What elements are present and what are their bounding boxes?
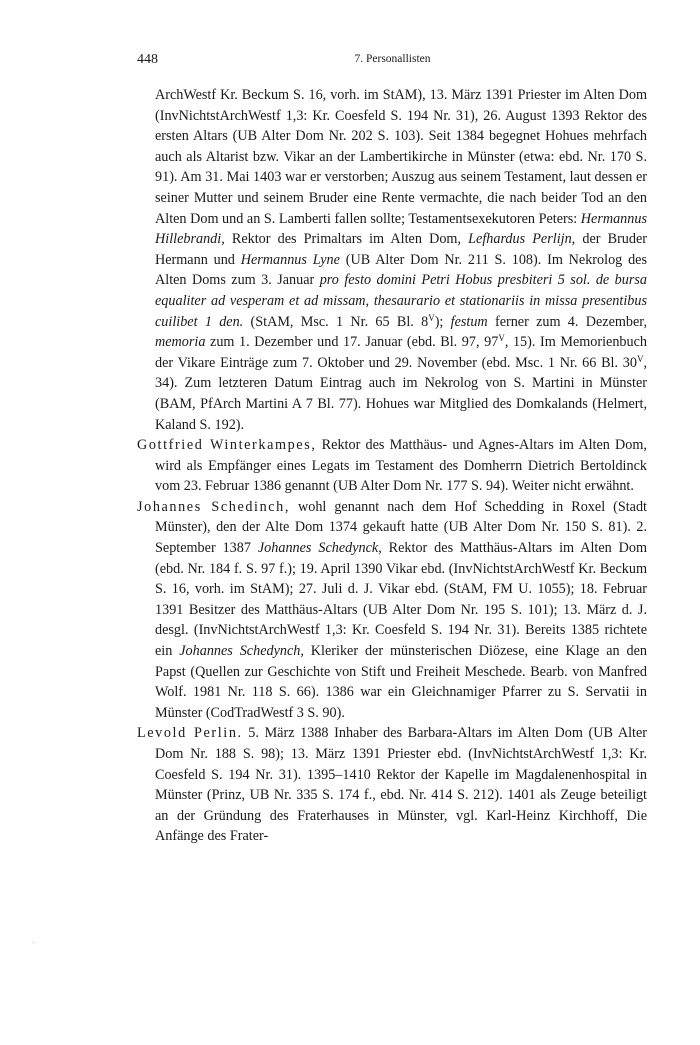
text-run: Rektor des Matthäus- und Agnes-Altars im Alten Dom, wird als Empfänger eines Legats im Testament des Domherrn Dietrich Bertoldinck vom 23. Februar 1386 genannt (UB Alter Dom Nr. 177 S. 94). Weiter nicht erwähnt. (155, 437, 647, 495)
italic-name: Lefhardus Perlijn, (468, 231, 576, 248)
text-run: zum 1. Dezember und 17. Januar (ebd. Bl. 97, 97 (205, 334, 499, 351)
scan-speck (33, 942, 34, 943)
verso-superscript: V (636, 353, 644, 364)
text-run: Rektor des Primaltars im Alten Dom, (224, 231, 469, 248)
page-header (137, 52, 648, 72)
verso-superscript: V (428, 312, 435, 323)
entry-name: Johannes Schedinch, (137, 498, 291, 515)
text-run: ArchWestf Kr. Beckum S. 16, vorh. im StAM), 13. März 1391 Priester im Alten Dom (InvNichtstArchWestf 1,3: Kr. Coesfeld S. 194 Nr. 31), 26. August 1393 Rektor des ersten Altars (UB Alter Dom Nr. 202 S. 103). Seit 1384 begegnet Hohues mehrfach auch als Altarist bzw. Vikar an der Lambertikirche in Münster (etwa: ebd. Nr. 170 S. 91). Am 31. Mai 1403 war er verstorben; Auszug aus seinem Testament, laut dessen er seiner Mutter und seinem Bruder eine Rente vermachte, die nach beider Tod an den Alten Dom und an S. Lamberti fallen sollte; Testamentsexekutoren Peters: (155, 87, 647, 227)
text-run: 5. März 1388 Inhaber des Barbara-Altars im Alten Dom (UB Alter Dom Nr. 188 S. 98); 13. März 1391 Priester ebd. (InvNichtstArchWestf 1,3: Kr. Coesfeld S. 194 Nr. 31). 1395–1410 Rektor der Kapelle im Magdalenenhospital in Münster (Prinz, UB Nr. 335 S. 174 f., ebd. Nr. 414 S. 212). 1401 als Zeuge beteiligt an der Gründung des Fraterhauses in Münster, vgl. Karl-Heinz Kirchhoff, Die Anfänge des Frater- (155, 725, 647, 845)
italic-term: memoria (155, 334, 206, 351)
text-run: wohl genannt nach dem Hof Schedding in Roxel (Stadt Münster), den der Alte Dom 1374 gekauft hatte (UB Alter Dom Nr. 150 S. 81). 2. September 1387 (155, 498, 647, 557)
entry-johannes-schedinch (137, 497, 647, 724)
text-run: der Bruder Hermann und (155, 231, 647, 268)
page-number: 448 (137, 52, 158, 67)
italic-name: Hermannus Hillebrandi, (155, 210, 647, 248)
entry-name: Levold Perlin. (137, 725, 243, 742)
text-run: (UB Alter Dom Nr. 211 S. 108). Im Nekrolog des Alten Doms zum 3. Januar (155, 251, 647, 289)
text-run: (StAM, Msc. 1 Nr. 65 Bl. 8 (243, 313, 429, 330)
latin-quotation: pro festo domini Petri Hobus presbiteri 5 sol. de bursa equaliter ad vesperam et ad missam, thesaurario et stationariis in missa presentibus cuilibet 1 den. (155, 272, 647, 330)
text-run: , 15). Im Memorienbuch der Vikare Einträge zum 7. Oktober und 29. November (ebd. Msc. 1 Nr. 66 Bl. 30 (155, 334, 648, 371)
italic-name: Hermannus Lyne (240, 251, 340, 268)
entry-name: Gottfried Winterkampes, (137, 437, 317, 454)
entry-levold-perlin (137, 723, 647, 847)
paragraph-hohues-continued (137, 85, 647, 435)
page-body (137, 85, 647, 847)
text-run: Kleriker der münsterischen Diözese, eine Klage an den Papst (Quellen zur Geschichte von Stift und Freiheit Meschede. Bearb. von Manfred Wolf. 1981 Nr. 118 S. 66). 1386 war ein Gleichnamiger Pfarrer zu S. Servatii in Münster (CodTradWestf 3 S. 90). (155, 643, 647, 721)
text-run: ferner zum 4. Dezember, (487, 313, 647, 330)
italic-name: Johannes Schedynck, (257, 540, 382, 557)
running-head: 7. Personallisten (354, 53, 431, 65)
text-run: , 34). Zum letzteren Datum Eintrag auch im Nekrolog von S. Martini in Münster (BAM, PfArch Martini A 7 Bl. 77). Hohues war Mitglied des Domkalands (Helmert, Kaland S. 192). (155, 354, 647, 433)
verso-superscript: V (498, 333, 505, 344)
italic-name: Johannes Schedynch, (179, 643, 304, 660)
text-run: ); (434, 313, 451, 330)
italic-term: festum (450, 313, 488, 330)
text-run: Rektor des Matthäus-Altars im Alten Dom (ebd. Nr. 184 f. S. 97 f.); 19. April 1390 Vikar ebd. (InvNichtstArchWestf Kr. Beckum S. 16, vorh. im StAM); 27. Juli d. J. Vikar ebd. (StAM, FM U. 1055); 18. Februar 1391 Besitzer des Matthäus-Altars (UB Alter Dom Nr. 195 S. 101); 13. März d. J. desgl. (InvNichtstArchWestf 1,3: Kr. Coesfeld S. 194 Nr. 31). Bereits 1385 richtete ein (155, 540, 647, 660)
entry-gottfried-winterkampes (137, 435, 647, 497)
